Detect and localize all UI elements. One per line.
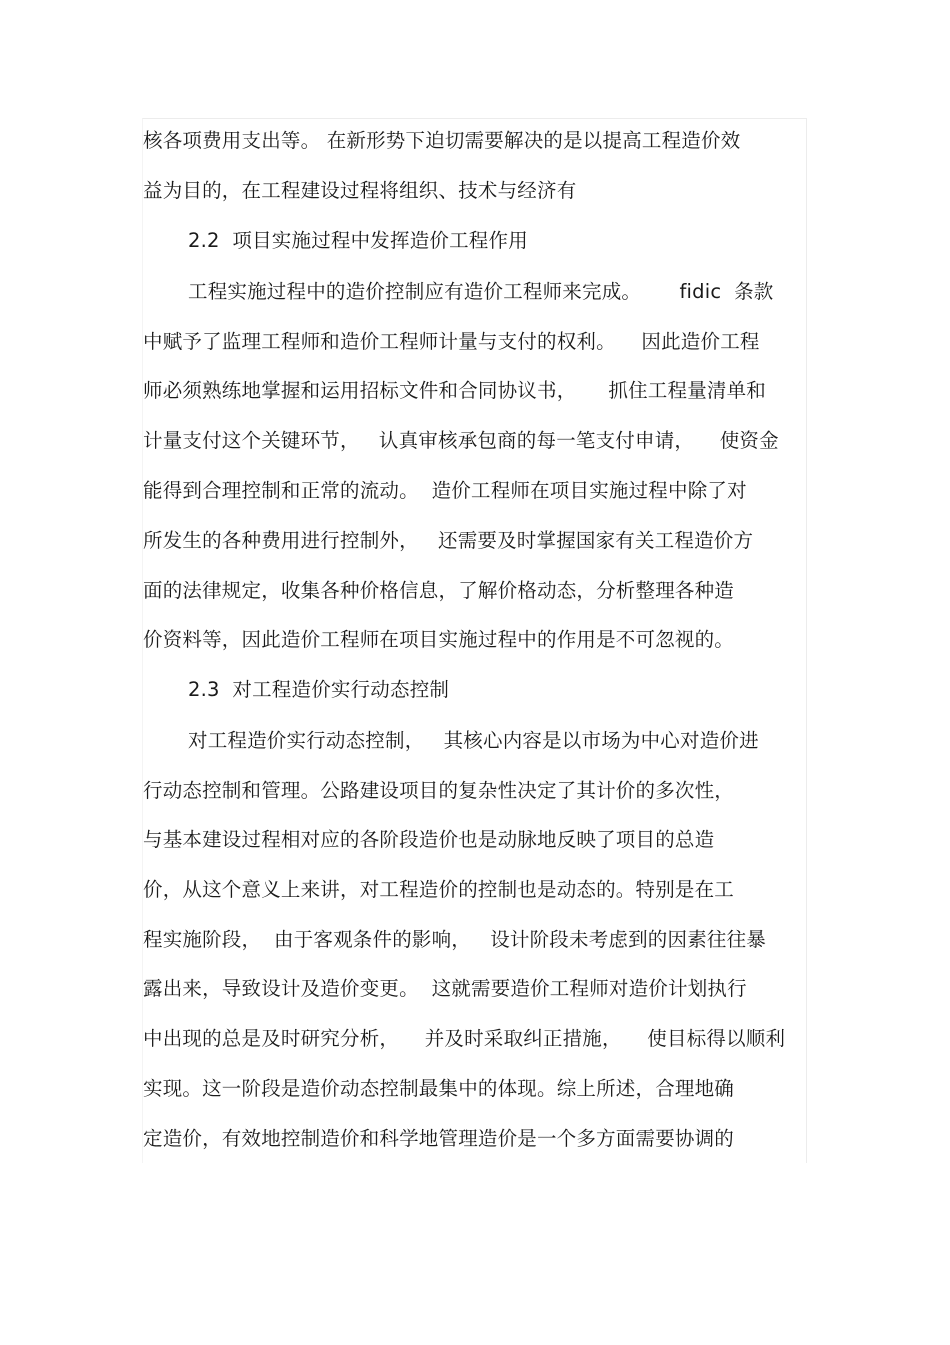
text-line: 实现。这一阶段是造价动态控制最集中的体现。综上所述，合理地确: [143, 1077, 735, 1100]
text-line: 能得到合理控制和正常的流动。 造价工程师在项目实施过程中除了对: [143, 479, 747, 502]
text-line: 行动态控制和管理。公路建设项目的复杂性决定了其计价的多次性，: [143, 779, 735, 802]
text-line: 露出来，导致设计及造价变更。 这就需要造价工程师对造价计划执行: [143, 977, 747, 1000]
text-line: 价资料等，因此造价工程师在项目实施过程中的作用是不可忽视的。: [143, 628, 735, 651]
section-heading-2-2: 2.2 项目实施过程中发挥造价工程作用: [188, 229, 528, 252]
text-line: 与基本建设过程相对应的各阶段造价也是动脉地反映了项目的总造: [143, 828, 715, 851]
text-line: 师必须熟练地掌握和运用招标文件和合同协议书， 抓住工程量清单和: [143, 379, 766, 402]
text-line: 益为目的，在工程建设过程将组织、技术与经济有: [143, 179, 577, 202]
text-line: 核各项费用支出等。 在新形势下迫切需要解决的是以提高工程造价效: [143, 129, 741, 152]
section-heading-2-3: 2.3 对工程造价实行动态控制: [188, 678, 450, 701]
text-line: 定造价，有效地控制造价和科学地管理造价是一个多方面需要协调的: [143, 1127, 735, 1150]
text-line: 中赋予了监理工程师和造价工程师计量与支付的权利。 因此造价工程: [143, 330, 760, 353]
text-line: 所发生的各种费用进行控制外， 还需要及时掌握国家有关工程造价方: [143, 529, 754, 552]
text-line: 计量支付这个关键环节， 认真审核承包商的每一笔支付申请， 使资金: [143, 429, 779, 452]
text-line: 对工程造价实行动态控制， 其核心内容是以市场为中心对造价进: [188, 729, 759, 752]
text-line: 中出现的总是及时研究分析， 并及时采取纠正措施， 使目标得以顺利: [143, 1027, 786, 1050]
text-line: 面的法律规定，收集各种价格信息，了解价格动态，分析整理各种造: [143, 579, 735, 602]
text-line: 工程实施过程中的造价控制应有造价工程师来完成。 fidic 条款: [188, 280, 774, 303]
text-line: 程实施阶段， 由于客观条件的影响， 设计阶段未考虑到的因素往往暴: [143, 928, 766, 951]
text-line: 价，从这个意义上来讲，对工程造价的控制也是动态的。特别是在工: [143, 878, 735, 901]
